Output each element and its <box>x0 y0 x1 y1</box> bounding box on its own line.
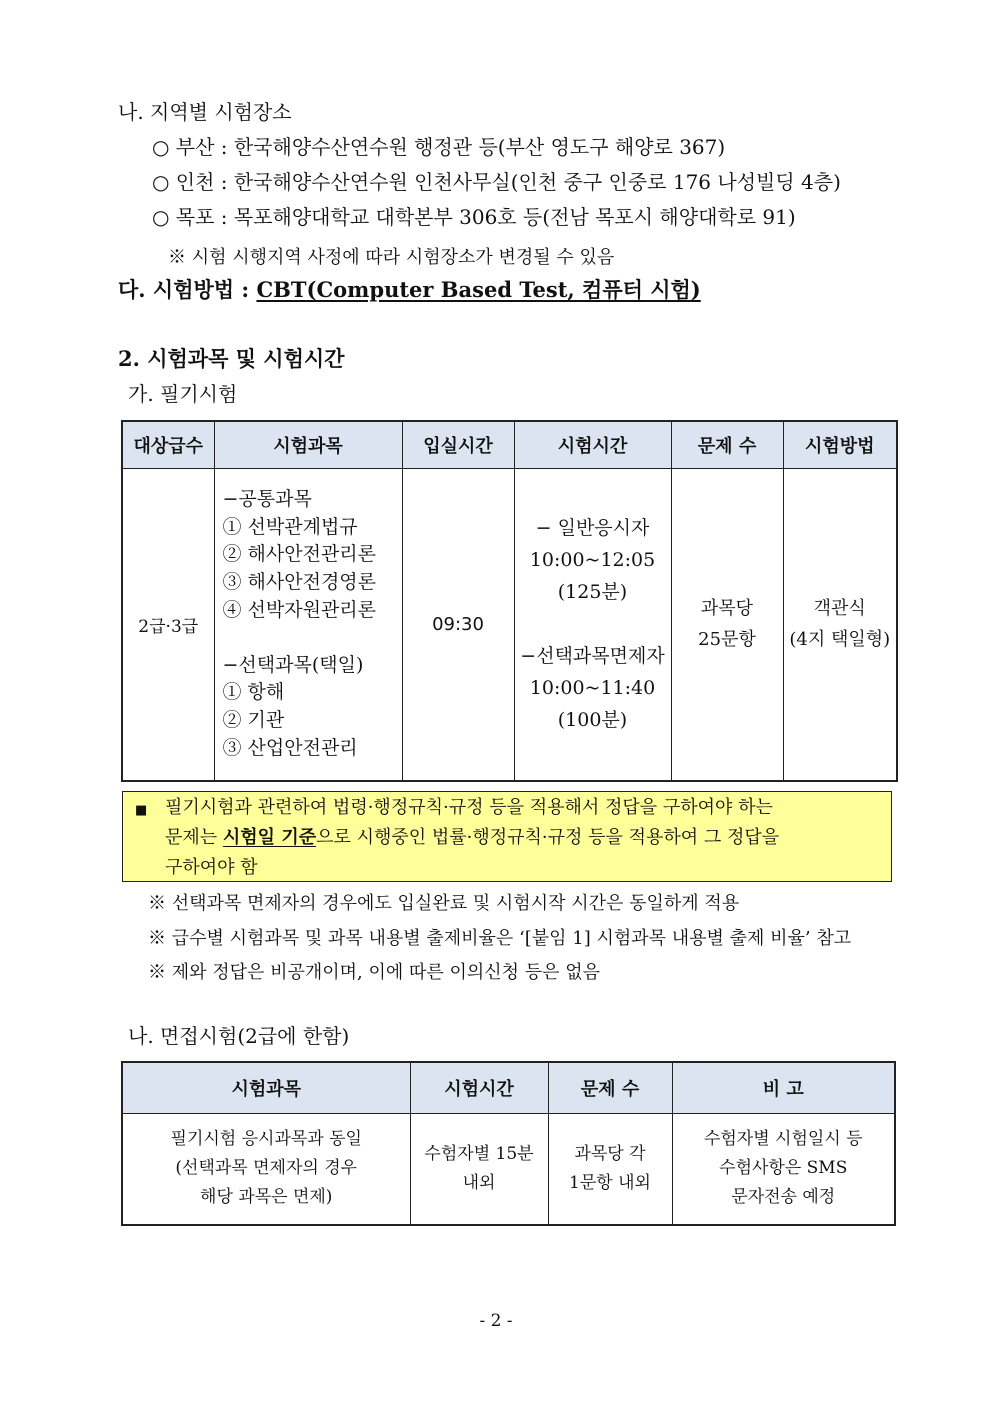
interview-count-cell <box>548 1113 672 1225</box>
header-interview-remark: 비 고 <box>672 1062 895 1113</box>
subject-line: ③ 해사안전경영론 <box>222 571 377 594</box>
entry-time-cell: 09:30 <box>402 468 514 781</box>
interview-table-header-row <box>122 1062 895 1113</box>
header-interview-subject: 시험과목 <box>122 1062 410 1113</box>
subject-line: −공통과목 <box>222 488 312 511</box>
highlight-note-line-1: 필기시험과 관련하여 법령·행정규칙·규정 등을 적용해서 정답을 구하여야 하는 <box>165 797 773 818</box>
subject-line: ① 선박관계법규 <box>222 515 358 538</box>
interview-remark-line: 문자전송 예정 <box>731 1187 836 1208</box>
interview-subject-cell <box>122 1113 410 1225</box>
exam-method-label: 다. 시험방법 : <box>118 277 257 302</box>
question-count-line: 25문항 <box>698 629 756 651</box>
subject-line: −선택과목(택일) <box>222 653 364 676</box>
note-line: ※ 급수별 시험과목 및 과목 내용별 출제비율은 ‘[붙임 1] 시험과목 내용별 출제 비율’ 참고 <box>148 928 852 949</box>
exam-method-value: CBT(Computer Based Test, 컴퓨터 시험) <box>256 277 701 302</box>
interview-exam-table <box>121 1061 896 1226</box>
exam-method-line <box>118 274 701 304</box>
note-line: ※ 선택과목 면제자의 경우에도 입실완료 및 시험시작 시간은 동일하게 적용 <box>148 893 740 914</box>
exam-time-spacer <box>515 608 671 640</box>
interview-subject-line: 필기시험 응시과목과 동일 <box>170 1129 362 1150</box>
exam-time-line: 10:00~12:05 <box>529 549 656 572</box>
header-subject: 시험과목 <box>214 421 402 468</box>
subject-line: ③ 산업안전관리 <box>222 736 358 759</box>
interview-time-line: 내외 <box>462 1172 496 1193</box>
note-line: ※ 제와 정답은 비공개이며, 이에 따른 이의신청 등은 없음 <box>148 962 601 983</box>
question-count-line: 과목당 <box>700 598 754 620</box>
interview-table-row <box>122 1113 895 1225</box>
header-interview-count: 문제 수 <box>548 1062 672 1113</box>
written-exam-heading: 가. 필기시험 <box>128 382 238 406</box>
header-question-count: 문제 수 <box>671 421 783 468</box>
interview-remark-line: 수험사항은 SMS <box>719 1158 848 1179</box>
interview-time-cell <box>410 1113 548 1225</box>
location-change-note: ※ 시험 시행지역 사정에 따라 시험장소가 변경될 수 있음 <box>168 247 615 268</box>
question-count-cell <box>671 468 783 781</box>
exam-time-line: − 일반응시자 <box>535 517 650 540</box>
highlight-note-line-2 <box>165 822 779 853</box>
written-table-row <box>122 468 897 781</box>
section-2-heading: 2. 시험과목 및 시험시간 <box>118 346 345 371</box>
exam-method-cell <box>783 468 897 781</box>
interview-subject-line: 해당 과목은 면제) <box>200 1187 333 1208</box>
exam-time-line: (125분) <box>557 581 628 604</box>
interview-subject-line: (선택과목 면제자의 경우 <box>175 1158 358 1179</box>
highlight-note-line-3: 구하여야 함 <box>165 857 258 878</box>
exam-time-line: −선택과목면제자 <box>520 645 665 668</box>
page-number: - 2 - <box>479 1311 513 1331</box>
location-busan: ○ 부산 : 한국해양수산연수원 행정관 등(부산 영도구 해양로 367) <box>152 135 726 159</box>
written-exam-table <box>121 420 898 782</box>
header-exam-method: 시험방법 <box>783 421 897 468</box>
interview-count-line: 1문항 내외 <box>569 1172 651 1193</box>
interview-count-line: 과목당 각 <box>574 1143 646 1164</box>
location-mokpo: ○ 목포 : 목포해양대학교 대학본부 306호 등(전남 목포시 해양대학로 91) <box>152 205 796 229</box>
subject-line: ② 기관 <box>222 709 285 732</box>
location-incheon: ○ 인천 : 한국해양수산연수원 인천사무실(인천 중구 인중로 176 나성빌딩 4층) <box>152 170 841 194</box>
subjects-cell <box>214 468 402 781</box>
written-table-header-row <box>122 421 897 468</box>
header-interview-time: 시험시간 <box>410 1062 548 1113</box>
interview-time-line: 수험자별 15분 <box>424 1143 534 1164</box>
exam-time-line: (100분) <box>557 709 628 732</box>
subject-spacer <box>223 624 402 652</box>
interview-remark-cell <box>672 1113 895 1225</box>
interview-remark-line: 수험자별 시험일시 등 <box>703 1129 863 1150</box>
grade-cell: 2급·3급 <box>122 468 214 781</box>
section-heading-locations: 나. 지역별 시험장소 <box>118 100 292 124</box>
interview-exam-heading: 나. 면접시험(2급에 한함) <box>128 1024 350 1048</box>
subject-line: ② 해사안전관리론 <box>222 543 377 566</box>
header-exam-time: 시험시간 <box>514 421 671 468</box>
highlight-note-box <box>122 791 892 882</box>
exam-method-line: (4지 택일형) <box>789 629 891 651</box>
square-bullet-icon: ■ <box>135 803 148 818</box>
header-entry-time: 입실시간 <box>402 421 514 468</box>
header-grade: 대상급수 <box>122 421 214 468</box>
subject-line: ④ 선박자원관리론 <box>222 598 377 621</box>
highlight-note-line-2-post: 으로 시행중인 법률·행정규칙·규정 등을 적용하여 그 정답을 <box>316 827 780 848</box>
exam-time-cell <box>514 468 671 781</box>
highlight-note-emphasis: 시험일 기준 <box>222 827 317 848</box>
exam-method-line: 객관식 <box>813 598 866 620</box>
subject-line: ① 항해 <box>222 681 285 704</box>
exam-time-line: 10:00~11:40 <box>529 677 656 700</box>
highlight-note-line-2-pre: 문제는 <box>165 827 223 848</box>
